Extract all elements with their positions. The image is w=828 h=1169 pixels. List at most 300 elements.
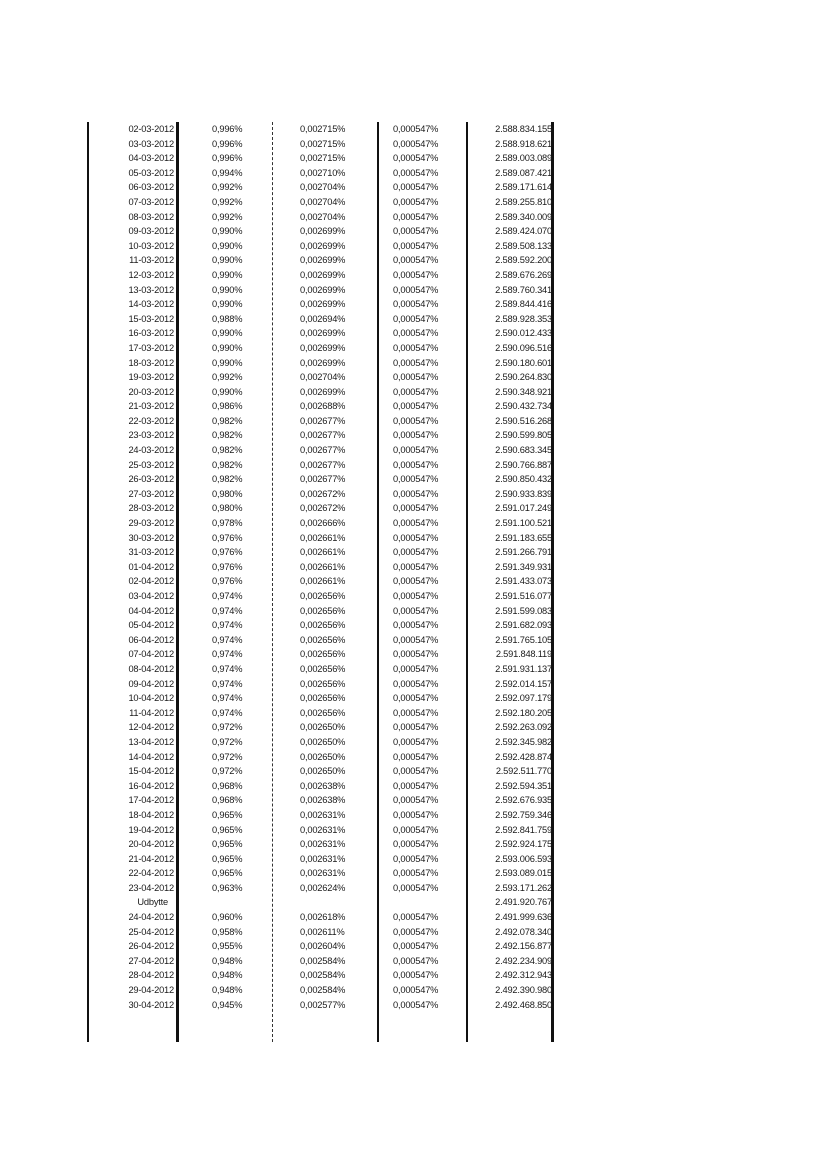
- table-row: [84, 414, 558, 429]
- cell-fee-rate: 0,000547%: [393, 342, 439, 353]
- cell-fee-rate: 0,000547%: [393, 415, 439, 426]
- cell-daily-rate: 0,002699%: [300, 386, 346, 397]
- cell-rate-percent: 0,948%: [212, 970, 243, 981]
- cell-date: 05-04-2012: [128, 620, 174, 631]
- cell-rate-percent: 0,948%: [212, 955, 243, 966]
- cell-date: 24-03-2012: [128, 445, 174, 456]
- cell-date: 12-04-2012: [128, 722, 174, 733]
- cell-daily-rate: 0,002650%: [300, 751, 346, 762]
- cell-date: 30-03-2012: [128, 532, 174, 543]
- cell-fee-rate: 0,000547%: [393, 284, 439, 295]
- cell-fee-rate: 0,000547%: [393, 605, 439, 616]
- cell-date: 17-04-2012: [128, 795, 174, 806]
- cell-daily-rate: 0,002624%: [300, 882, 346, 893]
- cell-value: 2.590.180.601: [495, 357, 552, 368]
- table-row: [84, 312, 558, 327]
- cell-fee-rate: 0,000547%: [393, 474, 439, 485]
- cell-date: 03-03-2012: [128, 138, 174, 149]
- table-row: [84, 472, 558, 487]
- cell-daily-rate: 0,002604%: [300, 941, 346, 952]
- table-row: [84, 268, 558, 283]
- cell-value: 2.591.848.119: [495, 649, 552, 660]
- cell-rate-percent: 0,974%: [212, 649, 243, 660]
- cell-rate-percent: 0,990%: [212, 255, 243, 266]
- cell-rate-percent: 0,990%: [212, 328, 243, 339]
- cell-daily-rate: 0,002661%: [300, 532, 346, 543]
- cell-rate-percent: 0,980%: [212, 503, 243, 514]
- cell-daily-rate: 0,002584%: [300, 985, 346, 996]
- cell-daily-rate: 0,002656%: [300, 649, 346, 660]
- cell-daily-rate: 0,002715%: [300, 153, 346, 164]
- cell-daily-rate: 0,002710%: [300, 167, 346, 178]
- table-row: [84, 706, 558, 721]
- cell-value: 2.589.340.009: [495, 211, 552, 222]
- cell-date: 12-03-2012: [128, 269, 174, 280]
- cell-daily-rate: 0,002699%: [300, 226, 346, 237]
- cell-fee-rate: 0,000547%: [393, 970, 439, 981]
- cell-rate-percent: 0,965%: [212, 868, 243, 879]
- cell-rate-percent: 0,960%: [212, 912, 243, 923]
- table-row: [84, 458, 558, 473]
- table-body: [84, 122, 558, 1012]
- cell-fee-rate: 0,000547%: [393, 736, 439, 747]
- cell-daily-rate: 0,002694%: [300, 313, 346, 324]
- table-row: [84, 895, 558, 910]
- cell-value: 2.590.264.830: [495, 372, 552, 383]
- cell-fee-rate: 0,000547%: [393, 459, 439, 470]
- table-row: [84, 122, 558, 137]
- table-row: [84, 925, 558, 940]
- table-row: [84, 560, 558, 575]
- cell-daily-rate: 0,002638%: [300, 795, 346, 806]
- table-row: [84, 443, 558, 458]
- table-row: [84, 910, 558, 925]
- cell-rate-percent: 0,992%: [212, 196, 243, 207]
- cell-rate-percent: 0,990%: [212, 299, 243, 310]
- cell-date: 24-04-2012: [128, 912, 174, 923]
- cell-fee-rate: 0,000547%: [393, 211, 439, 222]
- cell-date: 22-03-2012: [128, 415, 174, 426]
- cell-date: 06-04-2012: [128, 634, 174, 645]
- cell-rate-percent: 0,996%: [212, 153, 243, 164]
- cell-fee-rate: 0,000547%: [393, 488, 439, 499]
- cell-value: 2.589.928.353: [495, 313, 552, 324]
- cell-date: 10-03-2012: [128, 240, 174, 251]
- cell-daily-rate: 0,002650%: [300, 722, 346, 733]
- cell-rate-percent: 0,992%: [212, 372, 243, 383]
- cell-fee-rate: 0,000547%: [393, 196, 439, 207]
- cell-date: 21-03-2012: [128, 401, 174, 412]
- cell-value: 2.589.592.200: [495, 255, 552, 266]
- cell-daily-rate: 0,002656%: [300, 605, 346, 616]
- cell-fee-rate: 0,000547%: [393, 240, 439, 251]
- cell-rate-percent: 0,974%: [212, 707, 243, 718]
- cell-value: 2.589.760.341: [495, 284, 552, 295]
- cell-rate-percent: 0,948%: [212, 985, 243, 996]
- cell-value: 2.492.156.877: [495, 941, 552, 952]
- table-row: [84, 516, 558, 531]
- cell-fee-rate: 0,000547%: [393, 255, 439, 266]
- table-row: [84, 545, 558, 560]
- cell-value: 2.590.599.805: [495, 430, 552, 441]
- cell-rate-percent: 0,955%: [212, 941, 243, 952]
- cell-date: 05-03-2012: [128, 167, 174, 178]
- table-row: [84, 808, 558, 823]
- cell-rate-percent: 0,978%: [212, 518, 243, 529]
- cell-daily-rate: 0,002631%: [300, 839, 346, 850]
- cell-value: 2.590.933.839: [495, 488, 552, 499]
- cell-daily-rate: 0,002699%: [300, 342, 346, 353]
- cell-date: 02-03-2012: [128, 124, 174, 134]
- cell-value: 2.593.006.593: [495, 853, 552, 864]
- table-row: [84, 691, 558, 706]
- cell-date: 20-04-2012: [128, 839, 174, 850]
- cell-value: 2.491.920.767: [495, 897, 552, 908]
- cell-date: 20-03-2012: [128, 386, 174, 397]
- cell-value: 2.592.594.351: [495, 780, 552, 791]
- cell-fee-rate: 0,000547%: [393, 766, 439, 777]
- cell-date: 23-03-2012: [128, 430, 174, 441]
- table-row: [84, 531, 558, 546]
- cell-fee-rate: 0,000547%: [393, 269, 439, 280]
- cell-value: 2.589.003.089: [495, 153, 552, 164]
- cell-fee-rate: 0,000547%: [393, 561, 439, 572]
- cell-rate-percent: 0,982%: [212, 430, 243, 441]
- table-row: [84, 283, 558, 298]
- cell-rate-percent: 0,972%: [212, 751, 243, 762]
- cell-fee-rate: 0,000547%: [393, 882, 439, 893]
- table-row: [84, 239, 558, 254]
- table-row: [84, 604, 558, 619]
- cell-daily-rate: 0,002656%: [300, 663, 346, 674]
- table-row: [84, 487, 558, 502]
- cell-value: 2.591.682.093: [495, 620, 552, 631]
- cell-fee-rate: 0,000547%: [393, 824, 439, 835]
- cell-value: 2.593.089.015: [495, 868, 552, 879]
- cell-rate-percent: 0,992%: [212, 211, 243, 222]
- table-row: [84, 618, 558, 633]
- cell-date: 27-04-2012: [128, 955, 174, 966]
- cell-value: 2.588.918.621: [495, 138, 552, 149]
- cell-fee-rate: 0,000547%: [393, 868, 439, 879]
- table-row: [84, 968, 558, 983]
- cell-rate-percent: 0,996%: [212, 124, 243, 134]
- cell-daily-rate: 0,002584%: [300, 955, 346, 966]
- table-row: [84, 633, 558, 648]
- cell-rate-percent: 0,990%: [212, 386, 243, 397]
- cell-daily-rate: 0,002688%: [300, 401, 346, 412]
- cell-value: 2.592.924.175: [495, 839, 552, 850]
- cell-fee-rate: 0,000547%: [393, 124, 439, 134]
- cell-value: 2.591.433.073: [495, 576, 552, 587]
- cell-date: 02-04-2012: [128, 576, 174, 587]
- cell-date: 28-03-2012: [128, 503, 174, 514]
- cell-date: 01-04-2012: [128, 561, 174, 572]
- table-row: [84, 210, 558, 225]
- cell-daily-rate: 0,002638%: [300, 780, 346, 791]
- cell-fee-rate: 0,000547%: [393, 663, 439, 674]
- cell-daily-rate: 0,002661%: [300, 576, 346, 587]
- cell-rate-percent: 0,974%: [212, 605, 243, 616]
- cell-value: 2.593.171.262: [495, 882, 552, 893]
- cell-date: 17-03-2012: [128, 342, 174, 353]
- cell-value: 2.589.676.269: [495, 269, 552, 280]
- table-row: [84, 793, 558, 808]
- cell-fee-rate: 0,000547%: [393, 445, 439, 456]
- table-row: [84, 852, 558, 867]
- cell-daily-rate: 0,002699%: [300, 328, 346, 339]
- cell-date: 18-03-2012: [128, 357, 174, 368]
- cell-daily-rate: 0,002699%: [300, 240, 346, 251]
- cell-fee-rate: 0,000547%: [393, 722, 439, 733]
- cell-fee-rate: 0,000547%: [393, 751, 439, 762]
- cell-value: 2.592.014.157: [495, 678, 552, 689]
- cell-date: 19-04-2012: [128, 824, 174, 835]
- cell-fee-rate: 0,000547%: [393, 372, 439, 383]
- cell-daily-rate: 0,002677%: [300, 415, 346, 426]
- cell-rate-percent: 0,974%: [212, 634, 243, 645]
- table-row: [84, 166, 558, 181]
- cell-fee-rate: 0,000547%: [393, 153, 439, 164]
- cell-fee-rate: 0,000547%: [393, 853, 439, 864]
- cell-date: 04-03-2012: [128, 153, 174, 164]
- cell-rate-percent: 0,963%: [212, 882, 243, 893]
- cell-daily-rate: 0,002656%: [300, 591, 346, 601]
- cell-value: 2.590.683.345: [495, 445, 552, 456]
- table-row: [84, 764, 558, 779]
- cell-daily-rate: 0,002699%: [300, 299, 346, 310]
- table-row: [84, 399, 558, 414]
- cell-rate-percent: 0,974%: [212, 620, 243, 631]
- cell-date: 08-04-2012: [128, 663, 174, 674]
- cell-date: 14-04-2012: [128, 751, 174, 762]
- cell-rate-percent: 0,990%: [212, 240, 243, 251]
- cell-rate-percent: 0,990%: [212, 357, 243, 368]
- cell-rate-percent: 0,974%: [212, 591, 243, 601]
- cell-fee-rate: 0,000547%: [393, 941, 439, 952]
- cell-fee-rate: 0,000547%: [393, 430, 439, 441]
- cell-value: 2.591.765.105: [495, 634, 552, 645]
- cell-fee-rate: 0,000547%: [393, 299, 439, 310]
- cell-rate-percent: 0,945%: [212, 999, 243, 1010]
- cell-daily-rate: 0,002666%: [300, 518, 346, 529]
- cell-date: 15-04-2012: [128, 766, 174, 777]
- cell-rate-percent: 0,986%: [212, 401, 243, 412]
- cell-rate-percent: 0,990%: [212, 284, 243, 295]
- cell-daily-rate: 0,002699%: [300, 269, 346, 280]
- cell-daily-rate: 0,002715%: [300, 138, 346, 149]
- cell-daily-rate: 0,002715%: [300, 124, 346, 134]
- cell-date: 07-03-2012: [128, 196, 174, 207]
- cell-date: 21-04-2012: [128, 853, 174, 864]
- cell-fee-rate: 0,000547%: [393, 795, 439, 806]
- cell-daily-rate: 0,002704%: [300, 182, 346, 193]
- table-row: [84, 326, 558, 341]
- cell-value: 2.492.234.909: [495, 955, 552, 966]
- cell-rate-percent: 0,980%: [212, 488, 243, 499]
- table-row: [84, 370, 558, 385]
- table-row: [84, 385, 558, 400]
- cell-value: 2.492.468.850: [495, 999, 552, 1010]
- cell-rate-percent: 0,972%: [212, 736, 243, 747]
- cell-rate-percent: 0,982%: [212, 474, 243, 485]
- cell-fee-rate: 0,000547%: [393, 226, 439, 237]
- cell-value: 2.590.432.734: [495, 401, 552, 412]
- cell-value: 2.589.255.810: [495, 196, 552, 207]
- table-row: [84, 735, 558, 750]
- cell-daily-rate: 0,002699%: [300, 284, 346, 295]
- table-row: [84, 589, 558, 604]
- cell-fee-rate: 0,000547%: [393, 313, 439, 324]
- cell-rate-percent: 0,982%: [212, 415, 243, 426]
- cell-rate-percent: 0,982%: [212, 459, 243, 470]
- cell-daily-rate: 0,002672%: [300, 488, 346, 499]
- cell-daily-rate: 0,002656%: [300, 620, 346, 631]
- cell-date: 13-03-2012: [128, 284, 174, 295]
- cell-value: 2.592.097.179: [495, 693, 552, 704]
- table-row: [84, 677, 558, 692]
- table-row: [84, 356, 558, 371]
- cell-value: 2.590.766.887: [495, 459, 552, 470]
- table-row: [84, 297, 558, 312]
- cell-date: 11-04-2012: [129, 707, 174, 718]
- cell-rate-percent: 0,974%: [212, 663, 243, 674]
- cell-date: 03-04-2012: [128, 591, 174, 601]
- table-row: [84, 341, 558, 356]
- cell-rate-percent: 0,972%: [212, 766, 243, 777]
- cell-fee-rate: 0,000547%: [393, 138, 439, 149]
- cell-fee-rate: 0,000547%: [393, 985, 439, 996]
- cell-daily-rate: 0,002677%: [300, 459, 346, 470]
- cell-daily-rate: 0,002677%: [300, 474, 346, 485]
- cell-rate-percent: 0,976%: [212, 532, 243, 543]
- cell-fee-rate: 0,000547%: [393, 620, 439, 631]
- cell-daily-rate: 0,002661%: [300, 547, 346, 558]
- cell-value: 2.591.100.521: [495, 518, 552, 529]
- cell-rate-percent: 0,965%: [212, 853, 243, 864]
- cell-daily-rate: 0,002611%: [300, 926, 345, 937]
- cell-rate-percent: 0,968%: [212, 795, 243, 806]
- cell-value: 2.592.676.935: [495, 795, 552, 806]
- cell-date: 29-03-2012: [128, 518, 174, 529]
- cell-fee-rate: 0,000547%: [393, 693, 439, 704]
- cell-value: 2.592.759.346: [495, 809, 552, 820]
- table-row: [84, 180, 558, 195]
- cell-date: 16-03-2012: [128, 328, 174, 339]
- cell-value: 2.590.012.433: [495, 328, 552, 339]
- cell-rate-percent: 0,990%: [212, 226, 243, 237]
- cell-fee-rate: 0,000547%: [393, 167, 439, 178]
- cell-rate-percent: 0,988%: [212, 313, 243, 324]
- cell-fee-rate: 0,000547%: [393, 401, 439, 412]
- cell-rate-percent: 0,990%: [212, 269, 243, 280]
- cell-daily-rate: 0,002656%: [300, 678, 346, 689]
- cell-value: 2.590.096.516: [495, 342, 552, 353]
- cell-daily-rate: 0,002631%: [300, 853, 346, 864]
- cell-rate-percent: 0,974%: [212, 693, 243, 704]
- cell-daily-rate: 0,002677%: [300, 445, 346, 456]
- cell-date: 04-04-2012: [128, 605, 174, 616]
- cell-value: 2.592.428.874: [495, 751, 552, 762]
- table-row: [84, 881, 558, 896]
- table-row: [84, 662, 558, 677]
- cell-rate-percent: 0,958%: [212, 926, 243, 937]
- cell-daily-rate: 0,002704%: [300, 196, 346, 207]
- cell-date: 10-04-2012: [128, 693, 174, 704]
- cell-fee-rate: 0,000547%: [393, 955, 439, 966]
- cell-fee-rate: 0,000547%: [393, 649, 439, 660]
- cell-date: 14-03-2012: [128, 299, 174, 310]
- cell-value: 2.492.078.340: [495, 926, 552, 937]
- cell-daily-rate: 0,002584%: [300, 970, 346, 981]
- cell-value: 2.592.263.092: [495, 722, 552, 733]
- cell-rate-percent: 0,976%: [212, 561, 243, 572]
- cell-date: 28-04-2012: [128, 970, 174, 981]
- cell-fee-rate: 0,000547%: [393, 386, 439, 397]
- cell-rate-percent: 0,976%: [212, 576, 243, 587]
- cell-value: 2.591.183.655: [495, 532, 552, 543]
- cell-daily-rate: 0,002704%: [300, 372, 346, 383]
- cell-date: 26-04-2012: [128, 941, 174, 952]
- cell-rate-percent: 0,996%: [212, 138, 243, 149]
- cell-value: 2.589.844.416: [495, 299, 552, 310]
- cell-value: 2.589.424.070: [495, 226, 552, 237]
- table-row: [84, 647, 558, 662]
- cell-date: 06-03-2012: [128, 182, 174, 193]
- table-row: [84, 151, 558, 166]
- cell-rate-percent: 0,972%: [212, 722, 243, 733]
- cell-value: 2.591.516.077: [495, 591, 552, 601]
- table-row: [84, 939, 558, 954]
- table-row: [84, 779, 558, 794]
- cell-date: 25-03-2012: [128, 459, 174, 470]
- cell-daily-rate: 0,002650%: [300, 736, 346, 747]
- cell-date: 09-04-2012: [128, 678, 174, 689]
- cell-fee-rate: 0,000547%: [393, 591, 439, 601]
- cell-value: 2.592.180.205: [495, 707, 552, 718]
- cell-value: 2.589.087.421: [495, 167, 552, 178]
- table-row: [84, 224, 558, 239]
- cell-value: 2.591.266.791: [495, 547, 552, 558]
- cell-value: 2.591.349.931: [495, 561, 552, 572]
- table-row: [84, 720, 558, 735]
- cell-fee-rate: 0,000547%: [393, 328, 439, 339]
- cell-value: 2.589.171.614: [495, 182, 552, 193]
- cell-fee-rate: 0,000547%: [393, 926, 439, 937]
- cell-date: 27-03-2012: [128, 488, 174, 499]
- cell-rate-percent: 0,994%: [212, 167, 243, 178]
- rate-table: [84, 122, 558, 1012]
- cell-daily-rate: 0,002618%: [300, 912, 346, 923]
- table-row: [84, 866, 558, 881]
- cell-value: 2.492.312.943: [495, 970, 552, 981]
- cell-fee-rate: 0,000547%: [393, 839, 439, 850]
- cell-date: 19-03-2012: [128, 372, 174, 383]
- cell-daily-rate: 0,002699%: [300, 255, 346, 266]
- cell-date: 18-04-2012: [128, 809, 174, 820]
- cell-date: 29-04-2012: [128, 985, 174, 996]
- cell-date: 11-03-2012: [129, 255, 174, 266]
- cell-daily-rate: 0,002656%: [300, 693, 346, 704]
- cell-value: 2.492.390.980: [495, 985, 552, 996]
- cell-daily-rate: 0,002650%: [300, 766, 346, 777]
- cell-fee-rate: 0,000547%: [393, 518, 439, 529]
- cell-daily-rate: 0,002661%: [300, 561, 346, 572]
- cell-daily-rate: 0,002672%: [300, 503, 346, 514]
- cell-value: 2.591.931.137: [495, 663, 552, 674]
- cell-value: 2.588.834.155: [495, 124, 552, 134]
- cell-rate-percent: 0,976%: [212, 547, 243, 558]
